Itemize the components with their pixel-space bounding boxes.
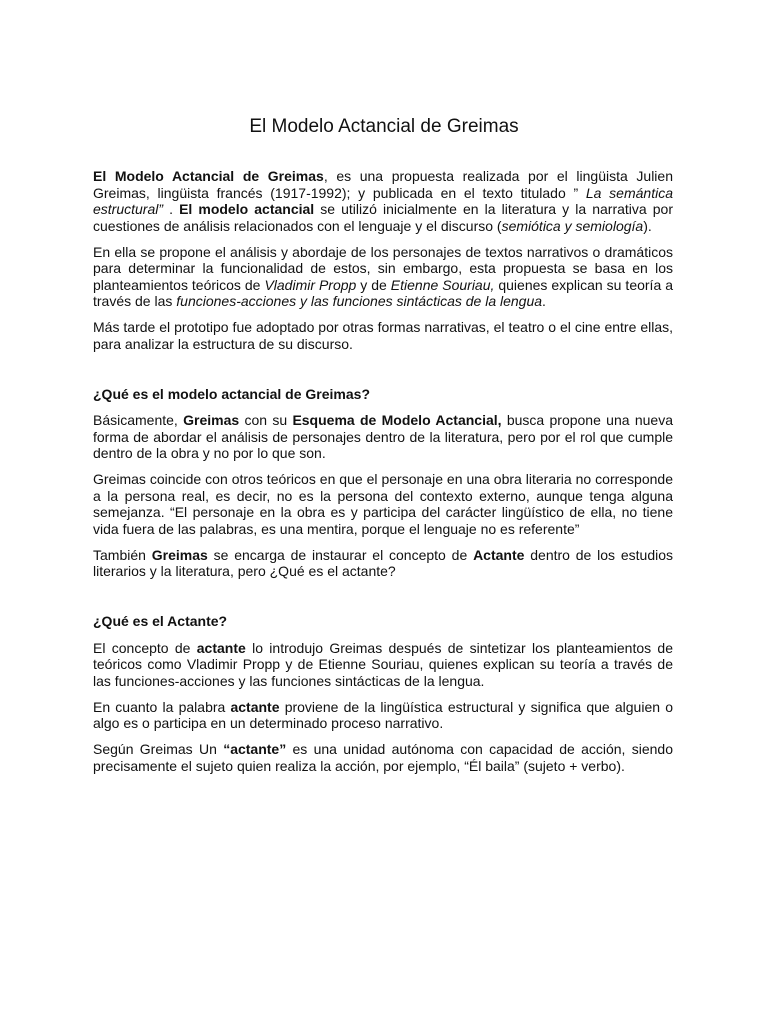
paragraph-propuesta (93, 244, 673, 310)
text-span: quienes explican su teoría a través de las (93, 276, 673, 309)
paragraph-concepto (93, 640, 673, 690)
text-span: y de (356, 276, 391, 293)
paragraph-segun (93, 741, 673, 774)
bold-text: actante (230, 698, 280, 715)
text-span: dentro de los estudios literarios y la literatura, pero ¿Qué es el actante? (93, 546, 674, 579)
text-span: proviene de la lingüística estructural y significa que alguien o algo es o participa en un determinado proceso narrativo. (93, 698, 673, 731)
text-span: El concepto de (93, 639, 197, 656)
text-span: Según Greimas Un (93, 741, 224, 757)
paragraph-coincide: Greimas coincide con otros teóricos en que el personaje en una obra literaria no corresponde a la persona real, es decir, no es la persona del contexto externo, aunque tenga alguna semejanza. “El personaje en la obra es y participa del carácter lingüístico de ella, no tiene vida fuera de las palabras, es una mentira, porque el lenguaje no es referente” (93, 471, 673, 537)
text-span: busca propone una nueva forma de abordar el análisis de personajes dentro de la literatura, pero por el rol que cumple dentro de la obra y no por lo que son. (93, 412, 673, 461)
text-span: ). (643, 217, 652, 234)
text-span: es una unidad autónoma con capacidad de acción, siendo precisamente el sujeto quien realiza la acción, por ejemplo, “Él baila” (sujeto + verbo). (93, 741, 673, 774)
italic-text: La semántica estructural” (93, 184, 673, 217)
paragraph-intro (93, 168, 673, 234)
bold-text: actante (196, 639, 246, 656)
text-span: con su (239, 412, 293, 428)
section-heading-actante: ¿Qué es el Actante? (93, 613, 228, 629)
document-body (93, 168, 673, 784)
bold-text: El Modelo Actancial de Greimas (93, 168, 324, 184)
paragraph-tambien (93, 547, 673, 580)
text-span: se encarga de instaurar el concepto de (207, 546, 474, 563)
paragraph-prototipo: Más tarde el prototipo fue adoptado por otras formas narrativas, el teatro o el cine entre ellas, para analizar la estructura de su discurso. (93, 319, 673, 352)
spacer (93, 362, 673, 386)
text-span: lo introdujo Greimas después de sintetizar los planteamientos de teóricos como Vladimir Propp y de Etienne Souriau, quienes explican su teoría a través de las funciones-acciones y las funciones sintácticas de la lengua. (93, 639, 673, 689)
bold-text: Actante (473, 546, 525, 563)
bold-text: Greimas (183, 412, 240, 428)
italic-text: Vladimir Propp (264, 276, 357, 293)
paragraph-palabra (93, 699, 673, 732)
text-span: En ella se propone el análisis y abordaje de los personajes de textos narrativos o dramáticos para determinar la funcionalidad de estos, sin embargo, esta propuesta se basa en los planteamientos teóricos de (93, 243, 673, 293)
text-span: Básicamente, (93, 412, 184, 428)
text-span: , es una propuesta realizada por el lingüista Julien Greimas, lingüista francés (1917-1992); y publicada en el texto titulado ” (93, 168, 673, 201)
text-span: También (93, 546, 152, 563)
section-heading-modelo: ¿Qué es el modelo actancial de Greimas? (93, 385, 370, 402)
text-span: En cuanto la palabra (93, 698, 231, 715)
bold-text: Greimas (151, 546, 208, 563)
text-span: se utilizó inicialmente en la literatura y la narrativa por cuestiones de análisis relacionados con el lenguaje y el discurso ( (93, 201, 673, 234)
italic-text: Etienne Souriau, (390, 276, 495, 293)
text-span: . (169, 201, 180, 217)
bold-text: El modelo actancial (179, 201, 315, 217)
bold-text: Esquema de Modelo Actancial, (292, 412, 502, 428)
bold-text: “actante” (223, 741, 287, 757)
spacer (93, 589, 673, 613)
italic-text: semiótica y semiología (501, 217, 644, 234)
text-span: . (542, 293, 546, 309)
italic-text: funciones-acciones y las funciones sintácticas de la lengua (176, 293, 543, 309)
document-title: El Modelo Actancial de Greimas (249, 116, 519, 137)
paragraph-basicamente (93, 412, 673, 462)
